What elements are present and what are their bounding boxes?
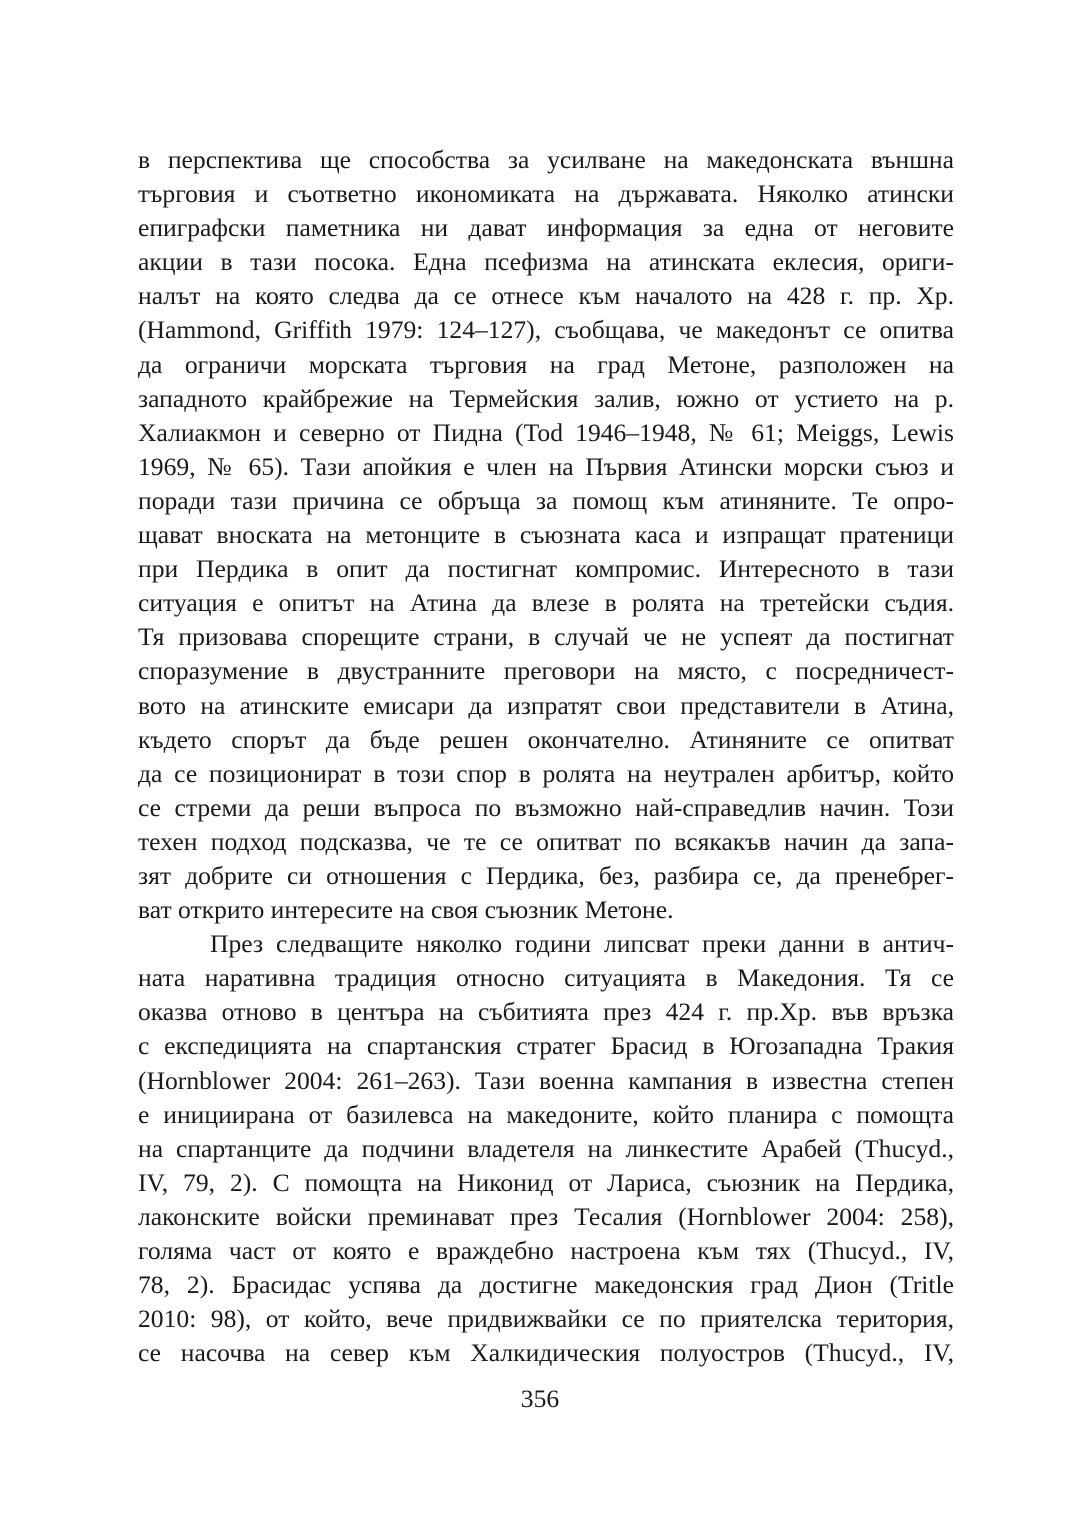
text-line: ната наративна традиция относно ситуацията в Македония. Тя се [138,963,954,993]
text-line: Халиакмон и северно от Пидна (Tod 1946–1948, № 61; Meiggs, Lewis [138,417,954,447]
text-line: се стреми да реши въпроса по възможно най-справедлив начин. Този [138,792,954,822]
text-line: лаконските войски преминават през Тесалия (Hornblower 2004: 258), [138,1201,954,1231]
text-line: при Пердика в опит да постигнат компромис. Интересното в тази [138,554,954,584]
text-line: в перспектива ще способства за усилване на македонската външна [138,145,954,174]
text-line: да се позиционират в този спор в ролята на неутрален арбитър, който [138,758,954,788]
text-line: ситуация е опитът на Атина да влезе в ролята на третейски съдия. [138,588,954,618]
text-line: Тя призовава спорещите страни, в случай че не успеят да постигнат [138,622,954,652]
text-line: е инициирана от базилевса на македоните, който планира с помощта [138,1099,954,1129]
text-line: налът на която следва да се отнесе към началото на 428 г. пр. Хр. [138,281,954,311]
text-line: оказва отново в центъра на събитията през 424 г. пр.Хр. във връзка [138,997,954,1027]
text-line: се насочва на север към Халкидическия полуостров (Thucyd., IV, [138,1338,954,1368]
text-line: епиграфски паметника ни дават информация за една от неговите [138,213,954,243]
text-line: щават вноската на метонците в съюзната каса и изпращат пратеници [138,520,954,550]
text-line: (Hammond, Griffith 1979: 124–127), съобщава, че македонът се опитва [138,315,954,345]
text-line: голяма част от която е враждебно настроена към тях (Thucyd., IV, [138,1236,954,1265]
text-line: 2010: 98), от който, вече придвижвайки се по приятелска територия, [138,1304,954,1334]
text-line: с експедицията на спартанския стратег Брасид в Югозападна Тракия [138,1031,954,1061]
text-line: 1969, № 65). Тази апойкия е член на Първия Атински морски съюз и [138,451,954,481]
paragraph [138,927,954,1370]
page-number: 356 [520,1384,560,1413]
text-line: 78, 2). Брасидас успява да достигне македонския град Дион (Tritle [138,1270,954,1300]
text-line: споразумение в двустранните преговори на място, с посредничест- [138,656,954,686]
text-line: През следващите няколко години липсват преки данни в антич- [210,929,954,959]
text-line: зят добрите си отношения с Пердика, без, разбира се, да пренебрег- [138,860,954,890]
text-line: акции в тази посока. Една псефизма на атинската еклесия, ориги- [138,247,954,277]
text-line: техен подход подсказва, че те се опитват по всякакъв начин да запа- [138,826,954,856]
text-line: IV, 79, 2). С помощта на Никонид от Лариса, съюзник на Пердика, [138,1167,954,1197]
body-text [138,143,954,1370]
paragraph [138,143,954,927]
text-line: да ограничи морската търговия на град Метоне, разположен на [138,349,954,379]
text-line: ват открито интересите на своя съюзник Метоне. [138,895,674,925]
text-line: поради тази причина се обръща за помощ към атиняните. Те опро- [138,485,954,515]
text-line: търговия и съответно икономиката на държавата. Няколко атински [138,179,954,209]
text-line: където спорът да бъде решен окончателно. Атиняните се опитват [138,724,954,754]
text-line: на спартанците да подчини владетеля на линкестите Арабей (Thucyd., [138,1133,954,1163]
text-line: (Hornblower 2004: 261–263). Тази военна кампания в известна степен [138,1065,954,1095]
text-line: вото на атинските емисари да изпратят свои представители в Атина, [138,690,954,720]
text-line: западното крайбрежие на Термейския залив, южно от устието на р. [138,383,954,413]
